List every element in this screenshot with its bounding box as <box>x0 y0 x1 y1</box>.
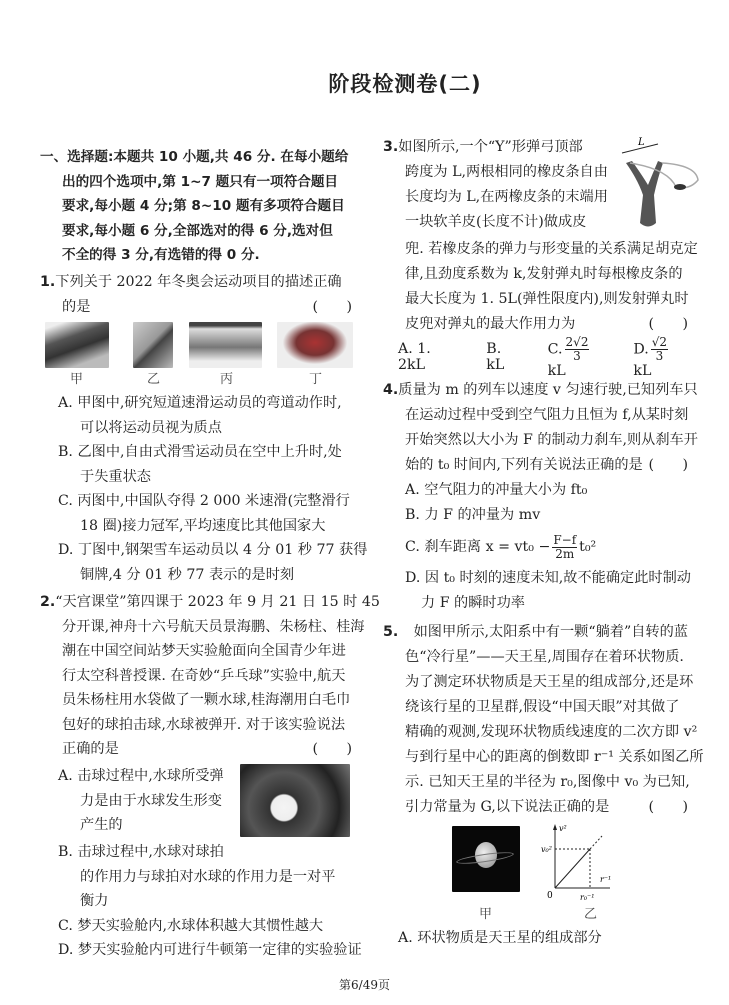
question-text: 包好的球拍击球,水球被弹开. 对于该实验说法 <box>62 716 346 733</box>
question-text: 员朱杨柱用水袋做了一颗水球,桂海潮用白毛巾 <box>62 692 351 708</box>
section-instructions <box>40 145 352 268</box>
numerator: √2 <box>651 334 668 349</box>
caption-bing: 丙 <box>220 372 234 387</box>
question-text: 色“冷行星”——天王星,周围存在着环状物质. <box>405 649 684 665</box>
option-b: B. kL <box>486 341 505 373</box>
water-ball-photo <box>240 764 350 837</box>
answer-paren: ( ) <box>648 799 688 815</box>
question-1 <box>40 270 352 319</box>
option-b-cont: 于失重状态 <box>80 468 151 485</box>
question-text: 下列关于 2022 年冬奥会运动项目的描述正确 <box>55 274 342 290</box>
fraction <box>552 534 577 561</box>
question-number: 5. <box>383 624 399 640</box>
answer-paren: ( ) <box>648 457 688 473</box>
option-b: B. 击球过程中,水球对球拍 <box>58 844 224 860</box>
caption-yi: 乙 <box>584 907 598 922</box>
question-text: 律,且劲度系数为 k,发射弹丸时每根橡皮条的 <box>405 266 683 282</box>
question-text: 始的 t₀ 时间内,下列有关说法正确的是 <box>405 457 643 473</box>
numerator: 2√2 <box>565 334 589 349</box>
question-text: 为了测定环状物质是天王星的组成部分,还是环 <box>405 674 694 690</box>
question-4 <box>383 378 698 616</box>
option-a-cont: 产生的 <box>80 817 123 833</box>
answer-paren: ( ) <box>312 741 352 757</box>
question-text: 示. 已知天王星的半径为 r₀,图像中 v₀ 为已知, <box>405 774 690 790</box>
caption-ding: 丁 <box>309 372 323 387</box>
option-c <box>548 336 610 379</box>
option-a: A. 空气阻力的冲量大小为 ft₀ <box>405 482 588 498</box>
option-d-cont: 铜牌,4 分 01 秒 77 表示的是时刻 <box>80 566 295 583</box>
question-text: 引力常量为 G,以下说法正确的是 <box>405 799 610 815</box>
page-title: 阶段检测卷(二) <box>328 72 482 96</box>
question-text: 正确的是 <box>62 741 119 757</box>
y-axis-label: v² <box>559 824 567 833</box>
x-axis-label: r⁻¹ <box>600 875 612 884</box>
v2-vs-rinv-graph <box>540 822 612 904</box>
question-text: 与到行星中心的距离的倒数即 r⁻¹ 关系如图乙所 <box>405 749 704 765</box>
answer-paren: ( ) <box>312 298 352 315</box>
denominator: 3 <box>573 348 581 363</box>
question-3-options <box>398 334 688 379</box>
question-text: 长度均为 L,在两橡皮条的末端用 <box>405 189 608 205</box>
question-2-option-a <box>58 764 236 838</box>
option-d <box>633 336 688 379</box>
question-text: 潮在中国空间站梦天实验舱面向全国青少年进 <box>62 643 346 659</box>
denominator: 2m <box>555 546 575 561</box>
option-text: C. 刹车距离 x = vt₀ − <box>405 538 551 555</box>
fraction <box>565 336 590 363</box>
option-suffix: kL <box>547 362 566 379</box>
option-suffix: kL <box>633 362 652 379</box>
option-d: D. 因 t₀ 时刻的速度未知,故不能确定此时制动 <box>405 570 691 586</box>
question-2-options <box>58 840 362 963</box>
section-line: 要求,每小题 4 分;第 8~10 题有多项符合题目 <box>62 198 345 214</box>
question-text: 如图所示,一个“Y”形弹弓顶部 <box>398 139 583 155</box>
option-b-cont: 衡力 <box>80 893 109 909</box>
option-a-cont: 可以将运动员视为质点 <box>80 419 222 436</box>
question-text: 在运动过程中受到空气阻力且恒为 f,从某时刻 <box>405 407 689 423</box>
section-line: 一、选择题:本题共 10 小题,共 46 分. 在每小题给 <box>40 149 349 165</box>
question-text: 皮兜对弹丸的最大作用力为 <box>405 316 576 332</box>
option-a-cont: 力是由于水球发生形变 <box>80 792 222 809</box>
option-b: B. 乙图中,自由式滑雪运动员在空中上升时,处 <box>58 444 342 460</box>
question-number: 4. <box>383 382 399 398</box>
skeleton-photo <box>277 322 353 368</box>
option-d: D. 丁图中,钢架雪车运动员以 4 分 01 秒 77 获得 <box>58 542 368 558</box>
option-a: A. 击球过程中,水球所受弹 <box>58 768 224 784</box>
option-a: A. 环状物质是天王星的组成部分 <box>398 930 602 946</box>
question-2 <box>40 590 380 762</box>
option-suffix: t₀² <box>579 538 597 555</box>
origin-label: 0 <box>547 891 553 901</box>
option-d: D. 梦天实验舱内可进行牛顿第一定律的实验验证 <box>58 942 362 958</box>
option-a: A. 1. 2kL <box>398 341 431 373</box>
denominator: 3 <box>655 348 664 363</box>
question-1-options <box>58 391 368 587</box>
option-d-cont: 力 F 的瞬时功率 <box>421 595 525 611</box>
question-text: 行太空科普授课. 在奇妙“乒乓球”实验中,航天 <box>62 667 346 684</box>
freestyle-skiing-photo <box>133 322 173 368</box>
relay-skating-photo <box>189 322 262 368</box>
question-number: 1. <box>40 274 56 290</box>
numerator: F−f <box>553 532 577 547</box>
option-c: C. 梦天实验舱内,水球体积越大其惯性越大 <box>58 917 324 934</box>
caption-yi: 乙 <box>147 372 161 387</box>
caption-jia: 甲 <box>70 372 84 387</box>
x-tick-label: r₀⁻¹ <box>580 893 595 902</box>
option-label: C. <box>547 341 563 357</box>
option-c-cont: 18 圈)接力冠军,平均速度比其他国家大 <box>80 517 326 534</box>
question-5-options <box>398 926 688 951</box>
option-c <box>383 528 688 566</box>
question-text: 质量为 m 的列车以速度 v 匀速行驶,已知列车只 <box>398 382 698 398</box>
question-text: 分开课,神舟十六号航天员景海鹏、朱杨柱、桂海 <box>62 618 365 635</box>
question-text: 一块软羊皮(长度不计)做成皮 <box>405 214 587 230</box>
question-text: 跨度为 L,两根相同的橡皮条自由 <box>405 164 608 180</box>
question-text: 的是 <box>62 298 91 315</box>
question-3 <box>383 135 608 235</box>
section-line: 要求,每小题 6 分,全部选对的得 6 分,选对但 <box>62 222 333 239</box>
option-a: A. 甲图中,研究短道速滑运动员的弯道动作时, <box>58 395 342 411</box>
slingshot-figure <box>618 135 703 230</box>
option-c: C. 丙图中,中国队夺得 2 000 米速滑(完整滑行 <box>58 493 350 509</box>
question-text: 绕该行星的卫星群,假设“中国天眼”对其做了 <box>405 699 680 715</box>
caption-jia: 甲 <box>479 907 493 922</box>
answer-paren: ( ) <box>648 316 688 332</box>
question-text: 精确的观测,发现环状物质线速度的二次方即 v² <box>405 724 698 740</box>
question-3-cont <box>405 237 698 337</box>
section-line: 不全的得 3 分,有选错的得 0 分. <box>62 247 260 263</box>
question-text: 兜. 若橡皮条的弹力与形变量的关系满足胡克定 <box>405 241 698 257</box>
question-text: 如图甲所示,太阳系中有一颗“躺着”自转的蓝 <box>413 624 688 640</box>
uranus-photo <box>452 826 520 892</box>
page-number: 第6/49页 <box>339 978 390 992</box>
option-label: D. <box>633 341 649 357</box>
y-tick-label: v₀² <box>541 845 552 854</box>
option-b: B. 力 F 的冲量为 mv <box>405 507 541 523</box>
question-text: “天宫课堂”第四课于 2023 年 9 月 21 日 15 时 45 <box>55 594 380 610</box>
question-text: 最大长度为 1. 5L(弹性限度内),则发射弹丸时 <box>405 291 689 307</box>
question-number: 2. <box>40 594 56 610</box>
question-number: 3. <box>383 139 399 155</box>
question-5 <box>383 620 704 820</box>
question-text: 开始突然以大小为 F 的制动力刹车,则从刹车开 <box>405 432 698 448</box>
fraction <box>651 336 668 363</box>
option-b-cont: 的作用力与球拍对水球的作用力是一对平 <box>80 868 336 885</box>
section-line: 出的四个选项中,第 1~7 题只有一项符合题目 <box>62 173 339 190</box>
span-label: L <box>638 137 645 148</box>
speed-skating-photo <box>45 322 109 368</box>
